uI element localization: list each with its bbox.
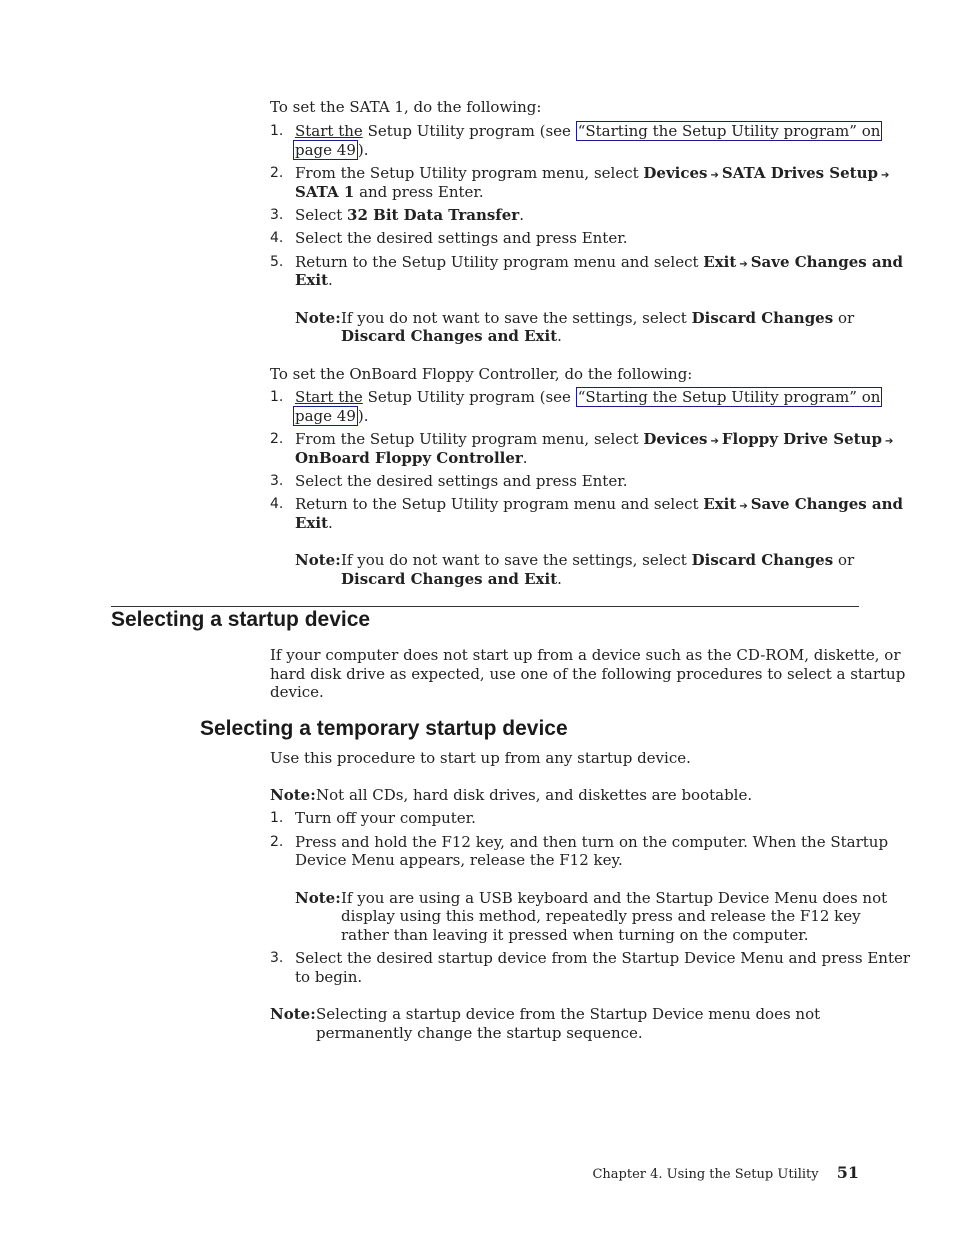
floppy-step1-text: Setup Utility program (see	[367, 388, 571, 406]
sata-step5-end: .	[328, 271, 333, 289]
floppy-step1-link-line1[interactable]: “Starting the Setup Utility program” on	[577, 388, 881, 406]
sata-step2-line1	[295, 164, 892, 185]
sata-intro: To set the SATA 1, do the following:	[270, 98, 542, 116]
floppy-step1-line1	[295, 388, 882, 407]
floppy-note-line2	[341, 570, 562, 589]
sata-step1-end: ).	[357, 141, 369, 159]
temp-note2-line3: rather than leaving it pressed when turning on the computer.	[341, 926, 809, 944]
menu-exit-word: Exit	[295, 514, 329, 532]
temp-step3-line2: to begin.	[295, 968, 363, 986]
menu-onboard-floppy-controller: OnBoard Floppy Controller	[295, 449, 523, 467]
floppy-step2-text: From the Setup Utility program menu, select	[295, 430, 639, 448]
temp-step3-number: 3.	[270, 950, 284, 966]
arrow-right-icon: ➔	[884, 436, 894, 447]
floppy-note-line1	[341, 551, 854, 570]
sata-note-end: .	[557, 327, 562, 345]
menu-sata-1: SATA 1	[295, 183, 355, 201]
menu-discard-changes-and-exit: Discard Changes and Exit	[341, 570, 558, 588]
temp-note3-line1: Selecting a startup device from the Startup Device menu does not	[316, 1005, 821, 1023]
menu-save-changes: Save Changes and	[750, 253, 904, 271]
temp-note3-label: Note:	[270, 1005, 316, 1023]
floppy-step4-line1	[295, 495, 903, 516]
floppy-step4-text: Return to the Setup Utility program menu and select	[295, 495, 699, 513]
menu-discard-changes: Discard Changes	[691, 551, 834, 569]
temp-step2-number: 2.	[270, 834, 284, 850]
sata-step1-line2	[293, 141, 369, 160]
sata-step1-line1	[295, 122, 882, 141]
temp-note1-text: Not all CDs, hard disk drives, and diskettes are bootable.	[316, 786, 753, 804]
sata-note-line1	[341, 309, 854, 328]
floppy-step1-end: ).	[357, 407, 369, 425]
floppy-step1-link-line2[interactable]: page 49	[295, 407, 356, 425]
sata-step2-end: and press Enter.	[359, 183, 484, 201]
page-footer	[592, 1163, 859, 1184]
sata-step1-link-line2[interactable]: page 49	[295, 141, 356, 159]
sata-step2-number: 2.	[270, 165, 284, 181]
menu-discard-changes: Discard Changes	[691, 309, 834, 327]
page-number: 51	[836, 1163, 859, 1182]
startup-para-line1: If your computer does not start up from a device such as the CD-ROM, diskette, or	[270, 646, 901, 664]
sata-note-line2	[341, 327, 562, 346]
temp-note1-label: Note:	[270, 786, 316, 804]
section-divider	[111, 606, 859, 607]
sata-step5-line1	[295, 253, 903, 274]
floppy-note-label: Note:	[295, 551, 341, 569]
menu-sata-drives-setup: SATA Drives Setup	[721, 164, 878, 182]
footer-chapter: Chapter 4. Using the Setup Utility	[592, 1167, 819, 1182]
temp-note2-line1: If you are using a USB keyboard and the Startup Device Menu does not	[341, 889, 888, 907]
menu-exit-word: Exit	[295, 271, 329, 289]
sata-step3-end: .	[519, 206, 524, 224]
temp-step1-number: 1.	[270, 810, 284, 826]
menu-save-changes: Save Changes and	[750, 495, 904, 513]
floppy-step1-start-text: Start the	[295, 388, 363, 406]
menu-floppy-drive-setup: Floppy Drive Setup	[721, 430, 882, 448]
sata-step3-number: 3.	[270, 207, 284, 223]
temp-step2-line1: Press and hold the F12 key, and then turn on the computer. When the Startup	[295, 833, 889, 851]
floppy-note-or: or	[837, 551, 855, 569]
sata-note-text: If you do not want to save the settings, select	[341, 309, 687, 327]
floppy-step4-end: .	[328, 514, 333, 532]
heading-selecting-temporary-startup-device: Selecting a temporary startup device	[200, 717, 568, 740]
sata-step3	[295, 206, 524, 225]
temp-step2-line2: Device Menu appears, release the F12 key.	[295, 851, 623, 869]
floppy-step3-number: 3.	[270, 473, 284, 489]
floppy-note-text: If you do not want to save the settings, select	[341, 551, 687, 569]
sata-step5-number: 5.	[270, 254, 284, 270]
startup-para-line3: device.	[270, 683, 324, 701]
temp-note2-label: Note:	[295, 889, 341, 907]
temp-intro: Use this procedure to start up from any startup device.	[270, 749, 691, 767]
sata-step1-start-text: Start the	[295, 122, 363, 140]
floppy-step2-end: .	[522, 449, 528, 467]
menu-32-bit-data-transfer: 32 Bit Data Transfer	[347, 206, 520, 224]
sata-step3-text: Select	[295, 206, 343, 224]
menu-exit: Exit	[703, 495, 737, 513]
menu-exit: Exit	[703, 253, 737, 271]
floppy-step1-line2	[293, 407, 369, 426]
temp-step3-line1: Select the desired startup device from the Startup Device Menu and press Enter	[295, 949, 911, 967]
arrow-right-icon: ➔	[710, 436, 719, 447]
sata-step5-line2	[295, 271, 333, 290]
floppy-step2-line1	[295, 430, 896, 451]
sata-step1-link-line1[interactable]: “Starting the Setup Utility program” on	[577, 122, 881, 140]
sata-step1-text: Setup Utility program (see	[367, 122, 571, 140]
menu-devices: Devices	[643, 164, 708, 182]
sata-note-or: or	[837, 309, 855, 327]
menu-devices: Devices	[643, 430, 708, 448]
arrow-right-icon: ➔	[880, 170, 890, 181]
arrow-right-icon: ➔	[739, 259, 748, 270]
floppy-step2-line2	[295, 449, 528, 468]
floppy-note-end: .	[557, 570, 562, 588]
sata-step4-number: 4.	[270, 230, 284, 246]
sata-step2-line2	[295, 183, 484, 202]
temp-step1: Turn off your computer.	[295, 809, 476, 827]
startup-para-line2: hard disk drive as expected, use one of the following procedures to select a startup	[270, 665, 906, 683]
floppy-step2-number: 2.	[270, 431, 284, 447]
floppy-step3: Select the desired settings and press Enter.	[295, 472, 628, 490]
arrow-right-icon: ➔	[739, 501, 748, 512]
temp-note2-line2: display using this method, repeatedly press and release the F12 key	[341, 907, 861, 925]
floppy-step1-number: 1.	[270, 389, 284, 405]
temp-note3-line2: permanently change the startup sequence.	[316, 1024, 643, 1042]
floppy-intro: To set the OnBoard Floppy Controller, do the following:	[270, 365, 693, 383]
sata-note-label: Note:	[295, 309, 341, 327]
heading-selecting-startup-device: Selecting a startup device	[111, 608, 371, 631]
menu-discard-changes-and-exit: Discard Changes and Exit	[341, 327, 558, 345]
sata-step5-text: Return to the Setup Utility program menu and select	[295, 253, 699, 271]
floppy-step4-line2	[295, 514, 333, 533]
floppy-step4-number: 4.	[270, 496, 284, 512]
arrow-right-icon: ➔	[710, 170, 719, 181]
sata-step1-number: 1.	[270, 123, 284, 139]
sata-step4: Select the desired settings and press Enter.	[295, 229, 628, 247]
sata-step2-text: From the Setup Utility program menu, select	[295, 164, 639, 182]
